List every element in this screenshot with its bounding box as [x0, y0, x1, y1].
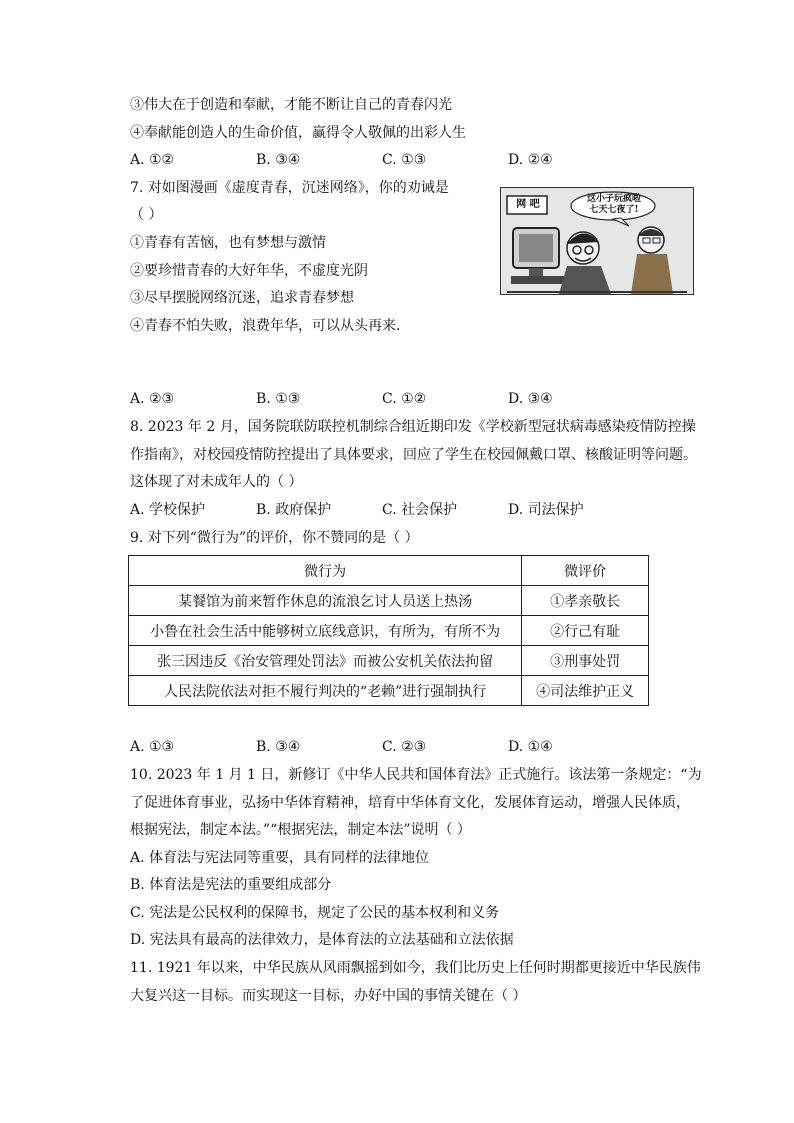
q9-table: [128, 555, 649, 706]
q9-option-a: A. ①③: [130, 739, 175, 755]
q7-option-a: A. ②③: [130, 391, 175, 407]
q7-item-3: ③尽早摆脱网络沉迷，追求青春梦想: [130, 290, 354, 306]
table-cell-evaluation: ①孝亲敬长: [522, 586, 649, 616]
q7-item-1: ①青春有苦恼，也有梦想与激情: [130, 235, 326, 251]
q9-option-b: B. ③④: [256, 739, 301, 755]
q11-line-2: 大复兴这一目标。而实现这一目标，办好中国的事情关键在（ ）: [130, 988, 527, 1004]
q7-option-b: B. ①③: [256, 391, 301, 407]
q10-option-b: B. 体育法是宪法的重要组成部分: [130, 877, 332, 893]
q8-option-a: A. 学校保护: [130, 502, 206, 518]
table-row: [129, 646, 649, 676]
q7-option-c: C. ①②: [382, 391, 427, 407]
q7-item-2: ②要珍惜青春的大好年华，不虚度光阴: [130, 263, 368, 279]
table-cell-behavior: 小鲁在社会生活中能够树立底线意识，有所为，有所不为: [129, 616, 522, 646]
table-row: [129, 586, 649, 616]
q8-line-2: 作指南》，对校园疫情防控提出了具体要求，回应了学生在校园佩戴口罩、核酸证明等问题。: [130, 447, 697, 463]
table-cell-evaluation: ④司法维护正义: [522, 676, 649, 706]
cartoon-bubble-line-2: 七天七夜了!: [589, 205, 639, 215]
q8-line-3: 这体现了对未成年人的（ ）: [130, 474, 303, 490]
table-row: [129, 616, 649, 646]
cartoon-bubble-line-1: 这小子玩疯啦: [586, 194, 641, 204]
q8-line-1: 8. 2023 年 2 月，国务院联防联控机制综合组近期印发《学校新型冠状病毒感染疫情防控操: [130, 419, 696, 435]
q10-option-a: A. 体育法与宪法同等重要，具有同样的法律地位: [130, 850, 430, 866]
q10-line-3: 根据宪法，制定本法。”“根据宪法，制定本法”说明（ ）: [130, 822, 471, 838]
q6-option-d: D. ②④: [508, 152, 553, 168]
q7-cartoon-image: [500, 187, 694, 295]
q7-option-d: D. ③④: [508, 391, 553, 407]
q6-option-c: C. ①③: [382, 152, 427, 168]
q7-item-4: ④青春不怕失败，浪费年华，可以从头再来．: [130, 318, 410, 334]
table-row: [129, 676, 649, 706]
q11-line-1: 11. 1921 年以来，中华民族从风雨飘摇到如今，我们比历史上任何时期都更接近中华民族伟: [130, 960, 701, 976]
q8-option-b: B. 政府保护: [256, 502, 332, 518]
q6-option-b: B. ③④: [256, 152, 301, 168]
q9-stem: 9. 对下列“微行为”的评价，你不赞同的是（ ）: [130, 530, 419, 546]
q8-option-c: C. 社会保护: [382, 502, 458, 518]
table-header-behavior: 微行为: [129, 556, 522, 586]
table-cell-evaluation: ③刑事处罚: [522, 646, 649, 676]
q6-option-a: A. ①②: [130, 152, 175, 168]
table-header-row: [129, 556, 649, 586]
q6-item-4: ④奉献能创造人的生命价值，赢得令人敬佩的出彩人生: [130, 125, 466, 141]
table-cell-evaluation: ②行己有耻: [522, 616, 649, 646]
q6-item-3: ③伟大在于创造和奉献，才能不断让自己的青春闪光: [130, 97, 452, 113]
table-cell-behavior: 某餐馆为前来暂作休息的流浪乞讨人员送上热汤: [129, 586, 522, 616]
q7-stem: 7. 对如图漫画《虚度青春，沉迷网络》，你的劝诫是: [130, 180, 449, 196]
cartoon-sign-text: 网 吧: [516, 199, 540, 210]
table-cell-behavior: 张三因违反《治安管理处罚法》而被公安机关依法拘留: [129, 646, 522, 676]
q10-option-c: C. 宪法是公民权利的保障书，规定了公民的基本权利和义务: [130, 905, 500, 921]
table-header-evaluation: 微评价: [522, 556, 649, 586]
q10-option-d: D. 宪法具有最高的法律效力，是体育法的立法基础和立法依据: [130, 932, 514, 948]
q8-option-d: D. 司法保护: [508, 502, 584, 518]
q9-option-d: D. ①④: [508, 739, 553, 755]
q7-blank: （ ）: [130, 207, 163, 223]
q9-option-c: C. ②③: [382, 739, 427, 755]
q10-line-1: 10. 2023 年 1 月 1 日，新修订《中华人民共和国体育法》正式施行。该法第一条规定：“为: [130, 767, 702, 783]
table-cell-behavior: 人民法院依法对拒不履行判决的“老赖”进行强制执行: [129, 676, 522, 706]
q10-line-2: 了促进体育事业，弘扬中华体育精神，培育中华体育文化，发展体育运动，增强人民体质，: [130, 795, 690, 811]
